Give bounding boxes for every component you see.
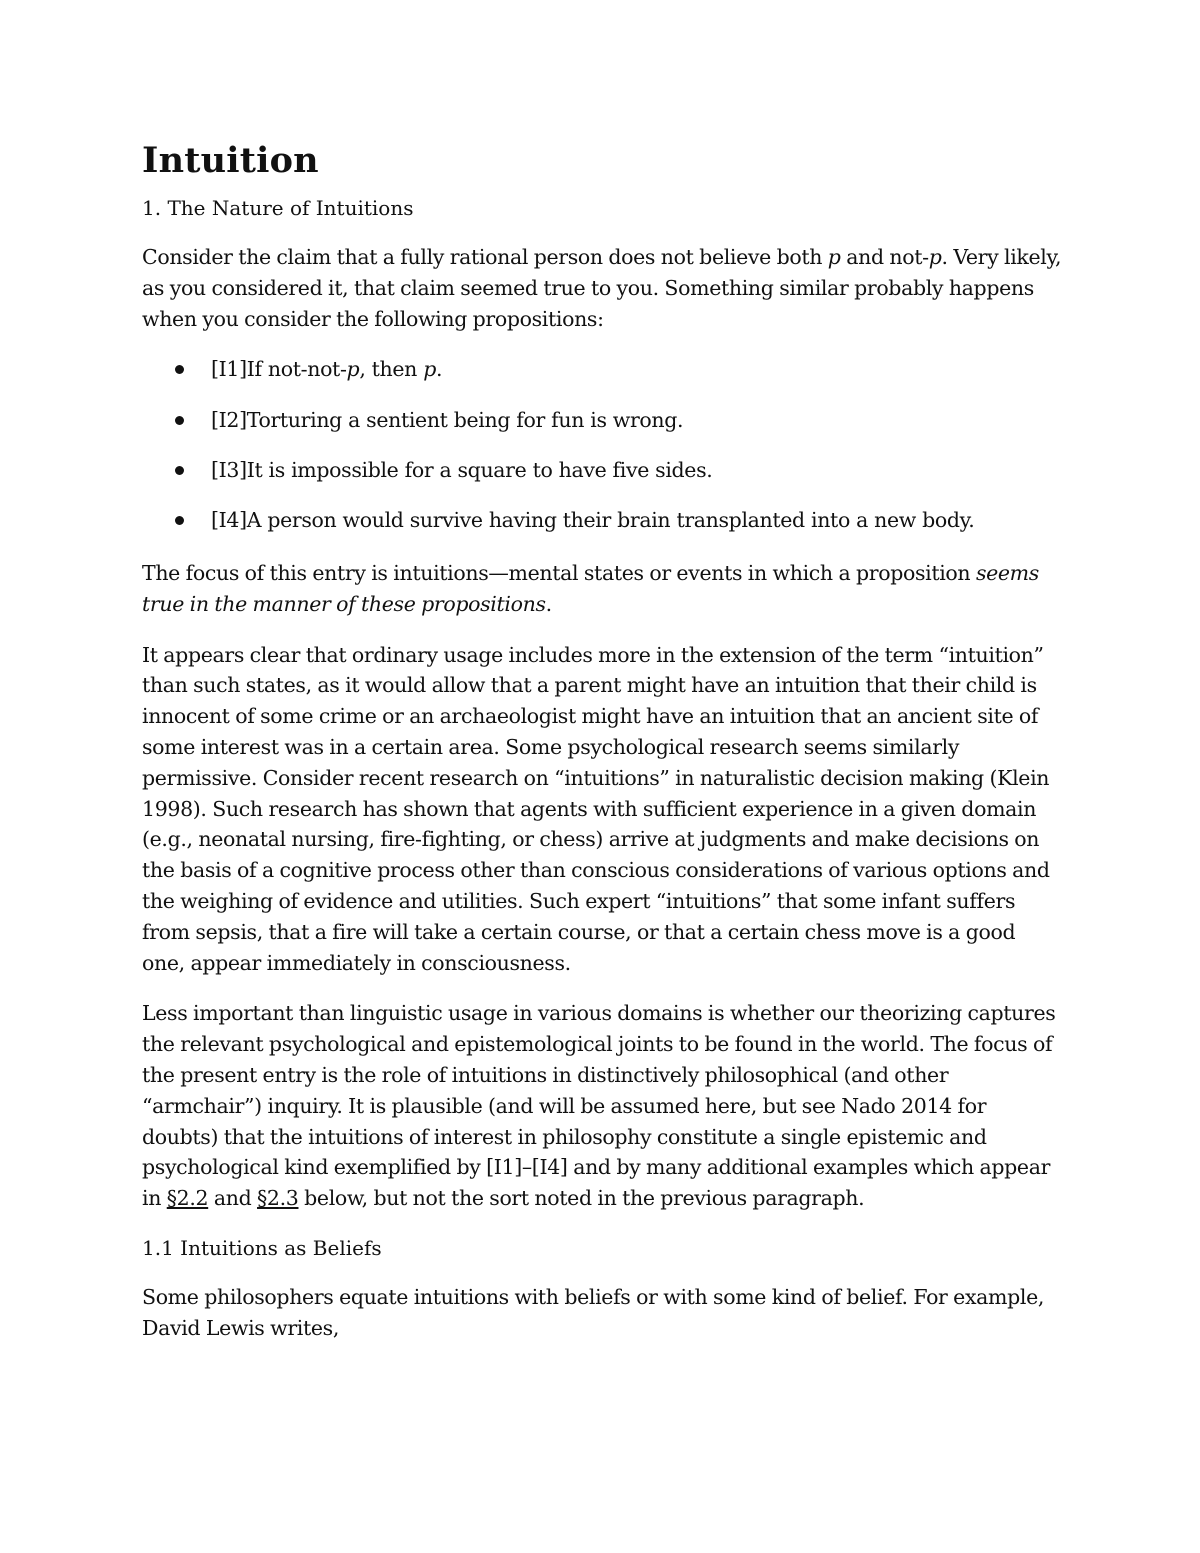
bullet-icon [175, 416, 184, 425]
proposition-text: It is impossible for a square to have five sides. [246, 457, 713, 482]
ordinary-usage-paragraph: It appears clear that ordinary usage includes more in the extension of the term “intuition” than such states, as it would allow that a parent might have an intuition that their child is innocent of some crime or an archaeologist might have an intuition that an ancient site of some interest was in a certain area. Some psychological research seems similarly permissive. Consider recent research on “intuitions” in naturalistic decision making (Klein 1998). Such research has shown that agents with sufficient experience in a given domain (e.g., neonatal nursing, fire-fighting, or chess) arrive at judgments and make decisions on the basis of a cognitive process other than conscious considerations of various options and the weighing of evidence and utilities. Such expert “intuitions” that some infant suffers from sepsis, that a fire will take a certain course, or that a certain chess move is a good one, appear immediately in consciousness. [142, 642, 1050, 975]
variable-p: p [346, 357, 360, 382]
list-item-i3 [142, 455, 1062, 486]
intro-text-1: Consider the claim that a fully rational person does not believe both [142, 245, 828, 269]
bullet-icon [175, 516, 184, 525]
section-heading-nature-of-intuitions: 1. The Nature of Intuitions [142, 196, 414, 220]
linguistic-usage-paragraph [142, 998, 1062, 1214]
variable-p: p [423, 357, 436, 382]
document-page [142, 138, 1062, 1364]
proposition-text: Torturing a sentient being for fun is wrong. [246, 407, 684, 432]
proposition-text: A person would survive having their brain transplanted into a new body. [246, 508, 975, 533]
section-heading-intuitions-as-beliefs: 1.1 Intuitions as Beliefs [142, 1236, 382, 1261]
list-item-i1 [142, 354, 1062, 385]
proposition-label: [I2] [211, 407, 247, 432]
linguistic-text-2: and [208, 1186, 258, 1211]
variable-p: p [928, 245, 942, 269]
list-item-i2 [142, 405, 1062, 436]
linguistic-text-1: Less important than linguistic usage in various domains is whether our theorizing captures the relevant psychological and epistemological joints to be found in the world. The focus of the present entry is the role of intuitions in distinctively philosophical (and other “armchair”) inquiry. It is plausible (and will be assumed here, but see Nado 2014 for doubts) that the intuitions of interest in philosophy constitute a single epistemic and psychological kind exemplified by [I1]–[I4] and by many additional examples which appear in [142, 1001, 1056, 1211]
section-2-3-link[interactable]: §2.3 [257, 1186, 299, 1211]
variable-p: p [827, 245, 841, 269]
bullet-icon [175, 466, 184, 475]
proposition-text: . [435, 357, 443, 382]
bullet-icon [175, 365, 184, 374]
beliefs-paragraph: Some philosophers equate intuitions with beliefs or with some kind of belief. For example, David Lewis writes, [142, 1285, 1045, 1340]
section-2-2-link[interactable]: §2.2 [166, 1186, 209, 1211]
focus-text-1: The focus of this entry is intuitions—mental states or events in which a proposition [142, 561, 976, 586]
linguistic-text-3: below, but not the sort noted in the previous paragraph. [298, 1186, 865, 1211]
intro-text-3: . Very likely, as you considered it, that claim seemed true to you. Something similar probably happens when you consider the following propositions: [142, 245, 1062, 331]
intro-text-2: and not- [840, 245, 929, 269]
focus-text-2: . [545, 591, 552, 616]
intro-paragraph [142, 242, 1062, 334]
proposition-label: [I1] [211, 357, 247, 382]
list-item-i4 [142, 505, 1062, 536]
focus-paragraph [142, 558, 1062, 620]
proposition-text: , then [359, 357, 424, 382]
page-title: Intuition [142, 140, 319, 181]
proposition-label: [I3] [211, 457, 247, 482]
focus-emphasis: seems true in the manner of these propositions [142, 561, 1039, 616]
proposition-label: [I4] [211, 508, 247, 533]
propositions-list [142, 354, 1062, 536]
proposition-text: If not-not- [246, 357, 347, 382]
